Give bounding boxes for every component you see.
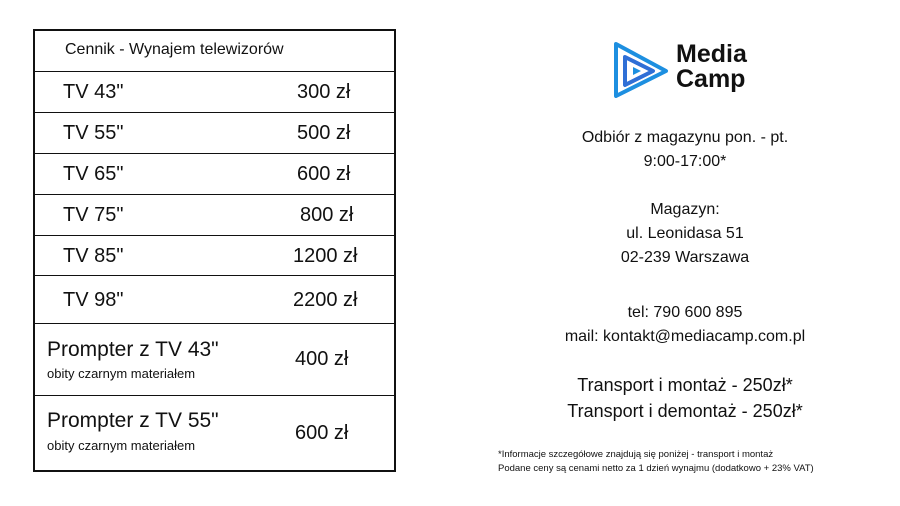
- play-triangle-icon: [612, 40, 670, 98]
- table-row-prompter: [35, 395, 394, 472]
- warehouse-city: 02-239 Warszawa: [620, 249, 750, 266]
- email-text: mail: kontakt@mediacamp.com.pl: [564, 328, 806, 345]
- tv-price: 800 zł: [300, 204, 354, 226]
- pickup-text: Odbiór z magazynu pon. - pt.: [581, 129, 789, 146]
- media-camp-logo: [612, 40, 772, 100]
- tv-price: 300 zł: [297, 81, 351, 103]
- table-row-prompter: [35, 323, 394, 395]
- tv-size: TV 55": [63, 122, 124, 144]
- table-row: [35, 275, 394, 323]
- price-table: [33, 29, 396, 472]
- tv-size: TV 75": [63, 204, 124, 226]
- tv-size: TV 65": [63, 163, 124, 185]
- logo-word-media: Media: [676, 40, 747, 68]
- table-row: [35, 153, 394, 194]
- tv-size: TV 43": [63, 81, 124, 103]
- price-table-title-row: [35, 31, 394, 71]
- price-table-title: Cennik - Wynajem telewizorów: [65, 41, 284, 58]
- logo-wordmark: [676, 42, 747, 92]
- table-row: [35, 235, 394, 275]
- prompter-description: obity czarnym materiałem: [47, 438, 196, 453]
- prompter-name: Prompter z TV 55": [47, 409, 219, 432]
- prompter-name: Prompter z TV 43": [47, 338, 219, 361]
- tv-price: 2200 zł: [293, 289, 358, 311]
- warehouse-label: Magazyn:: [650, 201, 720, 218]
- phone-text: tel: 790 600 895: [627, 304, 743, 321]
- logo-word-camp: Camp: [676, 65, 746, 93]
- transport-uninstall-price: Transport i demontaż - 250zł*: [567, 401, 803, 421]
- table-row: [35, 112, 394, 153]
- tv-price: 500 zł: [297, 122, 351, 144]
- table-row: [35, 71, 394, 112]
- tv-price: 600 zł: [297, 163, 351, 185]
- footnote-details: *Informacje szczegółowe znajdują się poniżej - transport i montaż: [498, 449, 774, 460]
- pickup-hours: 9:00-17:00*: [643, 153, 727, 170]
- tv-price: 1200 zł: [293, 245, 358, 267]
- prompter-description: obity czarnym materiałem: [47, 366, 196, 381]
- tv-size: TV 85": [63, 245, 124, 267]
- warehouse-street: ul. Leonidasa 51: [626, 225, 744, 242]
- footnote-vat: Podane ceny są cenami netto za 1 dzień wynajmu (dodatkowo + 23% VAT): [498, 463, 814, 474]
- transport-install-price: Transport i montaż - 250zł*: [577, 375, 793, 395]
- prompter-price: 600 zł: [295, 422, 349, 444]
- prompter-price: 400 zł: [295, 348, 349, 370]
- table-row: [35, 194, 394, 235]
- tv-size: TV 98": [63, 289, 124, 311]
